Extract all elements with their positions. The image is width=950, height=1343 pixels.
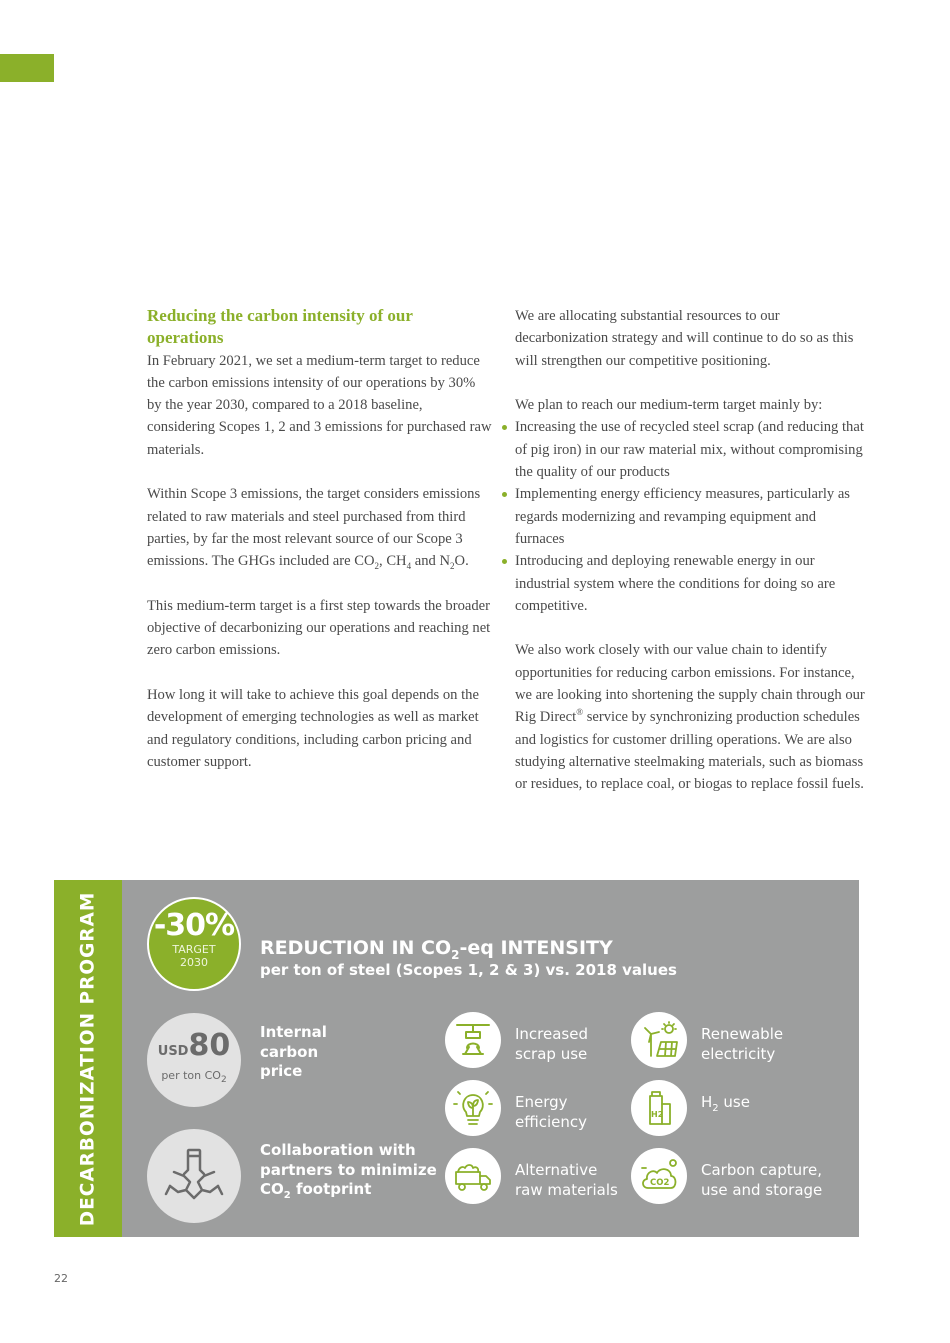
target-badge [147, 897, 241, 991]
reduction-title: REDUCTION IN $CO_2-eq$ INTENSITY [260, 937, 613, 962]
paragraph-how-long: How long it will take to achieve this goal depends on the development of emerging technologies as well as market and regulatory conditions, including carbon pricing and customer support. [147, 687, 479, 770]
list-item: Increasing the use of recycled steel scrap (and reducing that of pig iron) in our raw material mix, without compromising the quality of our products [515, 416, 865, 483]
hydrogen-lever [631, 1080, 687, 1136]
carbon-price-value: 80 [188, 1028, 231, 1063]
wind-solar-icon [639, 1020, 679, 1060]
target-percentage: -30% [153, 908, 235, 943]
energy-label: Energy efficiency [515, 1093, 588, 1131]
carbon-price-label: Internal carbon price [260, 1023, 327, 1080]
paragraph-plan: We plan to reach our medium-term target mainly by: [515, 397, 823, 414]
right-text-column [515, 305, 865, 796]
co2-cloud-icon [639, 1156, 679, 1196]
crane-magnet-icon [453, 1020, 493, 1060]
paragraph-value-chain: We also work closely with our value chain to identify opportunities for reducing carbon emissions. For instance, we are looking into shortening the supply chain through our Rig Direct® service by synchronizing production schedules and logistics for customer drilling operations. We are also studying alternative steelmaking materials, such as biomass or residues, to replace coal, or biogas to replace fossil fuels. [515, 642, 865, 793]
collaboration-label: Collaboration with partners to minimize $CO_2$ footprint [260, 1141, 437, 1201]
page-number: 22 [54, 1272, 68, 1285]
carbon-price-badge [147, 1013, 241, 1107]
scrap-label: Increased scrap use [515, 1025, 589, 1063]
collaboration-badge [147, 1129, 241, 1223]
carbon-price-unit: per ton $CO_2$ [161, 1069, 227, 1086]
corner-accent-tab [0, 54, 54, 82]
decarbonization-panel [122, 880, 859, 1237]
renewable-label: Renewable electricity [701, 1025, 784, 1063]
paragraph-scope3: Within Scope 3 emissions, the target considers emissions related to raw materials and steel purchased from third parties, by far the most relevant source of our Scope 3 emissions. The GHGs included are $CO_2$, $CH_4$ and $N_2O$. [147, 486, 481, 572]
energy-lever [445, 1080, 501, 1136]
section-heading: Reducing the carbon intensity of our operations [147, 306, 413, 348]
ccs-label: Carbon capture, use and storage [701, 1161, 823, 1199]
target-year: 2030 [180, 956, 208, 969]
hydrogen-tank-icon [639, 1088, 679, 1128]
handshake-icon [164, 1146, 224, 1206]
program-side-label: DECARBONIZATION PROGRAM [54, 880, 122, 1237]
currency-label: USD [157, 1044, 189, 1059]
list-item: Implementing energy efficiency measures, particularly as regards modernizing and revamping equipment and furnaces [515, 483, 865, 550]
truck-materials-icon [453, 1156, 493, 1196]
hydrogen-label: $H_2$ use [701, 1093, 750, 1114]
alt-materials-lever [445, 1148, 501, 1204]
scrap-lever [445, 1012, 501, 1068]
measures-list [515, 416, 865, 617]
ccs-lever [631, 1148, 687, 1204]
co2-icon-text: CO2 [650, 1178, 670, 1188]
lightbulb-leaf-icon [453, 1088, 493, 1128]
list-item: Introducing and deploying renewable energy in our industrial system where the conditions for doing so are competitive. [515, 550, 865, 617]
left-text-column [147, 305, 492, 773]
alt-materials-label: Alternative raw materials [515, 1161, 618, 1199]
target-label: TARGET [172, 943, 216, 956]
paragraph-first-step: This medium-term target is a first step towards the broader objective of decarbonizing our operations and reaching net zero carbon emissions. [147, 597, 491, 659]
renewable-lever [631, 1012, 687, 1068]
paragraph-target: In February 2021, we set a medium-term target to reduce the carbon emissions intensity of our operations by 30% by the year 2030, compared to a 2018 baseline, considering Scopes 1, 2 and 3 emissions for purchased raw materials. [147, 352, 492, 458]
h2-icon-text: H2 [651, 1110, 664, 1119]
reduction-subtitle: per ton of steel (Scopes 1, 2 & 3) vs. 2018 values [260, 961, 677, 979]
paragraph-resources: We are allocating substantial resources to our decarbonization strategy and will continue to do so as this will strengthen our competitive positioning. [515, 308, 854, 369]
